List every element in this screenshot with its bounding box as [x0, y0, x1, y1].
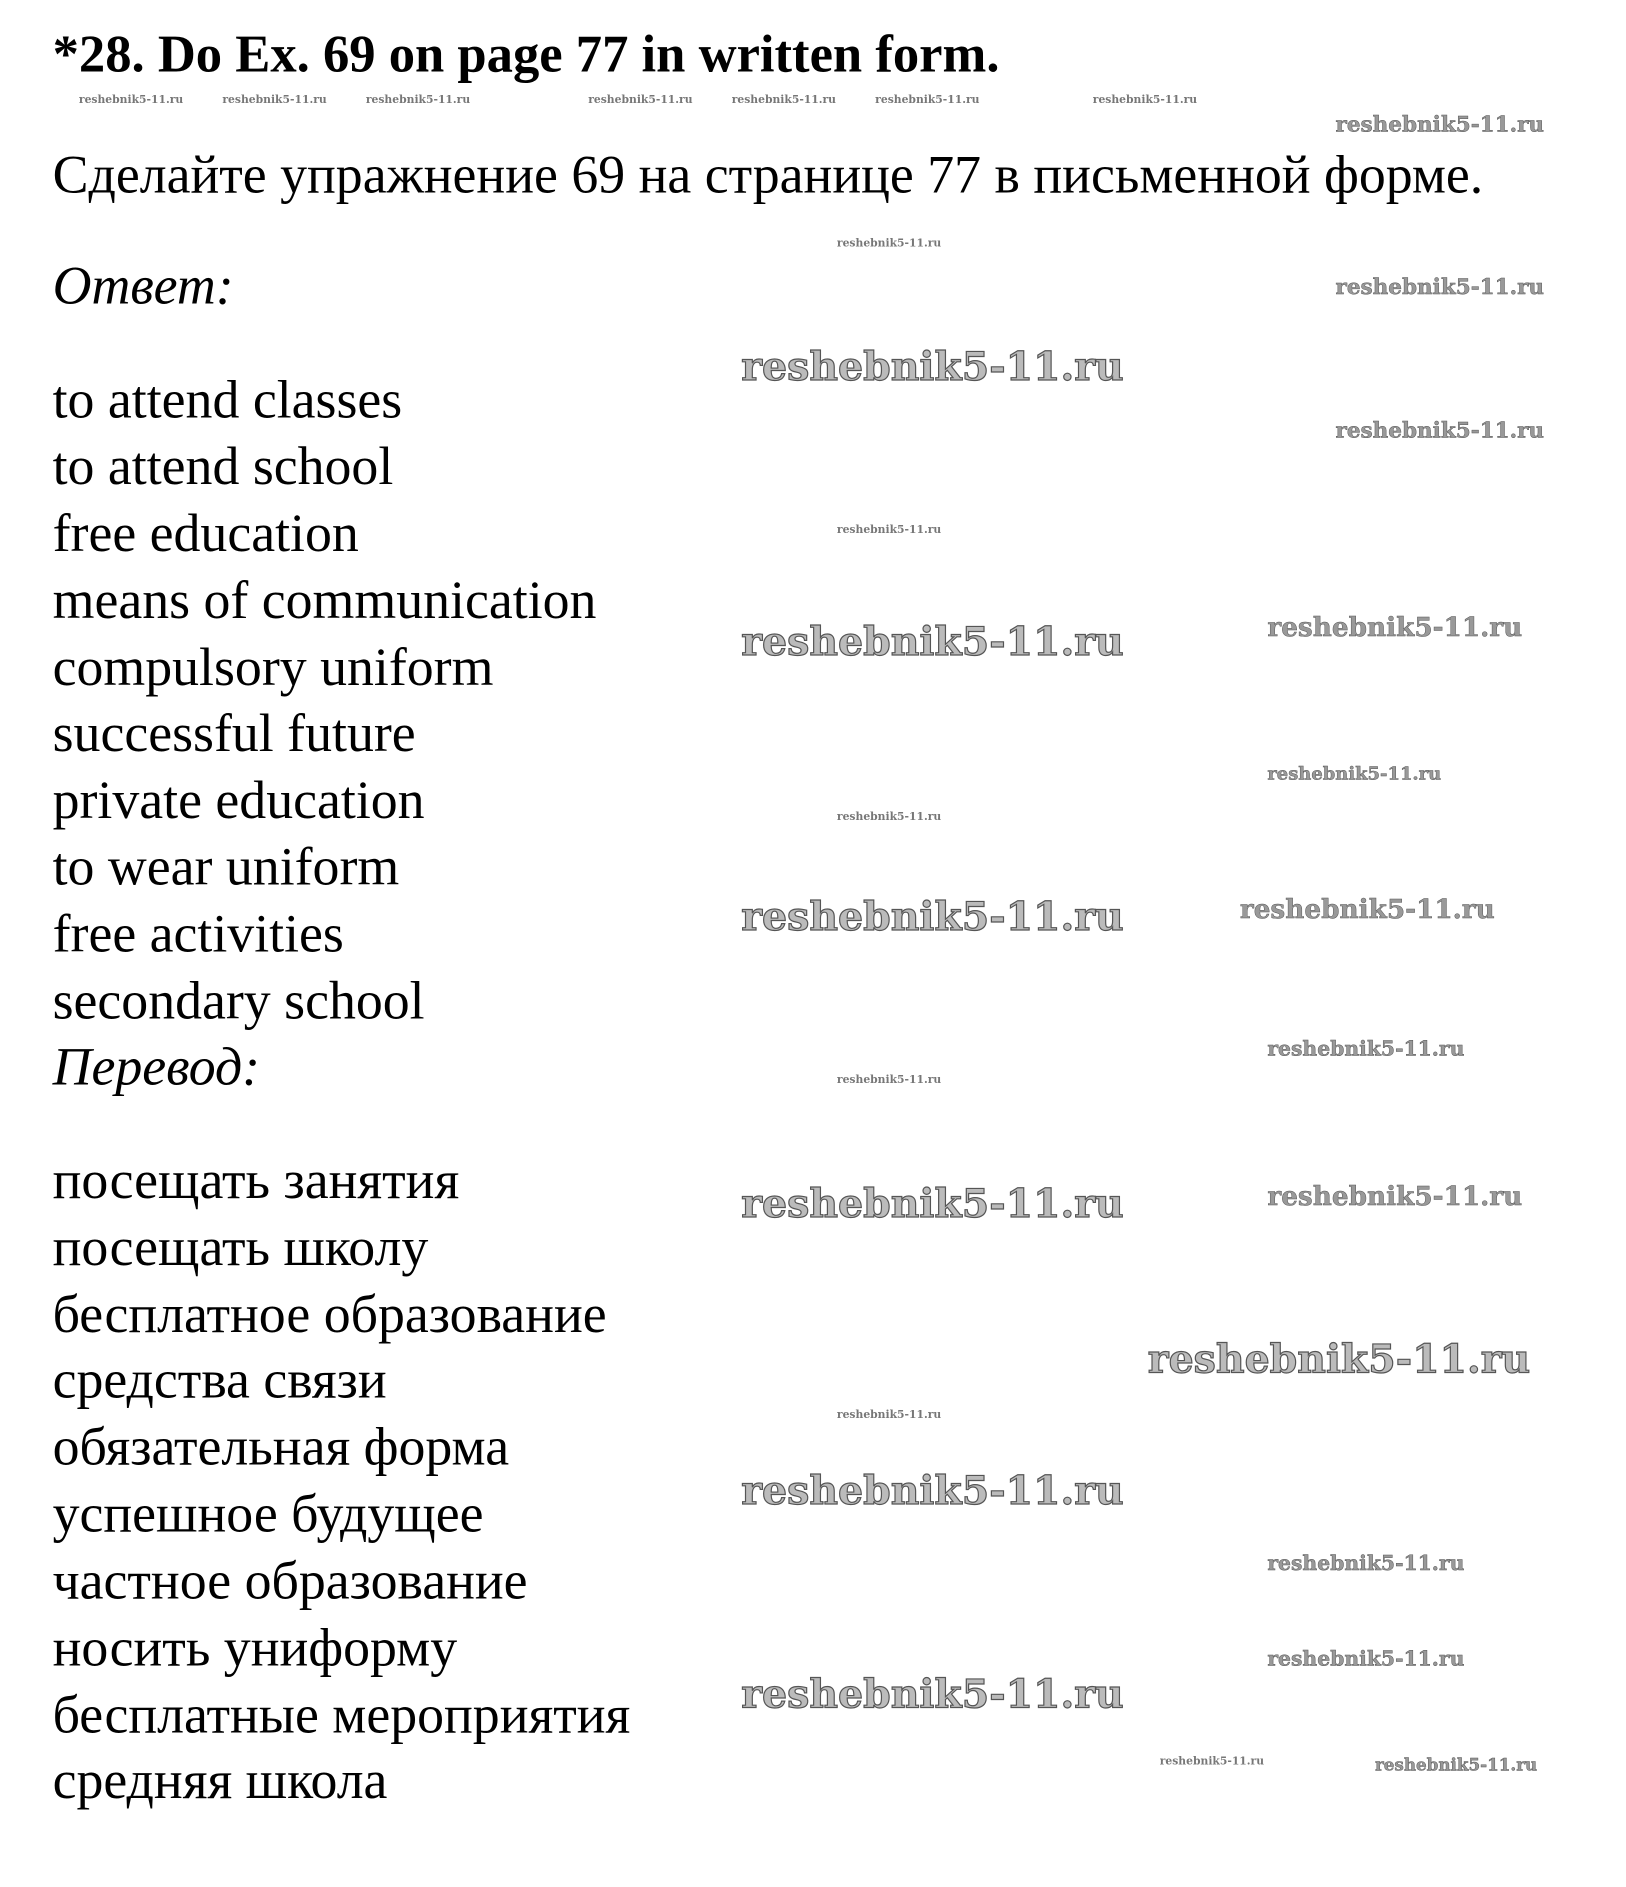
watermark: reshebnik5-11.ru: [836, 1074, 942, 1087]
watermark: reshebnik5-11.ru: [741, 893, 1124, 940]
answer-item: free activities: [52, 903, 344, 964]
watermark: reshebnik5-11.ru: [741, 1180, 1124, 1227]
translation-item: обязательная форма: [52, 1416, 510, 1477]
watermark: reshebnik5-11.ru: [222, 94, 327, 107]
answer-item: free education: [52, 503, 359, 564]
watermark: reshebnik5-11.ru: [741, 618, 1124, 665]
watermark: reshebnik5-11.ru: [78, 94, 184, 107]
translation-item: средства связи: [52, 1349, 387, 1410]
watermark: reshebnik5-11.ru: [1335, 274, 1545, 301]
watermark: reshebnik5-11.ru: [1335, 112, 1545, 138]
watermark: reshebnik5-11.ru: [1092, 94, 1198, 107]
translation-label: Перевод:: [52, 1036, 261, 1097]
answer-item: compulsory uniform: [52, 637, 494, 698]
watermark: reshebnik5-11.ru: [1335, 418, 1545, 444]
translation-item: частное образование: [52, 1550, 528, 1611]
watermark: reshebnik5-11.ru: [741, 1670, 1124, 1717]
watermark: reshebnik5-11.ru: [836, 524, 942, 537]
watermark: reshebnik5-11.ru: [1374, 1756, 1538, 1776]
answer-item: private education: [52, 769, 425, 830]
answer-label: Ответ:: [52, 255, 234, 316]
watermark: reshebnik5-11.ru: [731, 94, 837, 107]
translation-item: средняя школа: [52, 1750, 388, 1811]
watermark: reshebnik5-11.ru: [1267, 1181, 1523, 1213]
watermark: reshebnik5-11.ru: [1239, 894, 1495, 926]
watermark: reshebnik5-11.ru: [1267, 1551, 1465, 1576]
answer-item: successful future: [52, 703, 416, 763]
watermark: reshebnik5-11.ru: [875, 94, 980, 107]
watermark: reshebnik5-11.ru: [741, 1467, 1124, 1514]
instruction-text: Сделайте упражнение 69 на странице 77 в письменной форме.: [52, 144, 1484, 205]
watermark: reshebnik5-11.ru: [1159, 1756, 1265, 1769]
watermark: reshebnik5-11.ru: [836, 237, 942, 250]
watermark: reshebnik5-11.ru: [365, 94, 471, 107]
translation-item: посещать школу: [52, 1217, 429, 1277]
answer-item: secondary school: [52, 970, 425, 1031]
translation-item: бесплатное образование: [52, 1284, 607, 1344]
answer-item: means of communication: [52, 570, 597, 631]
watermark: reshebnik5-11.ru: [1267, 1037, 1465, 1062]
answer-item: to wear uniform: [52, 836, 400, 897]
watermark: reshebnik5-11.ru: [1267, 762, 1442, 785]
exercise-title: *28. Do Ex. 69 on page 77 in written form.: [52, 25, 1000, 84]
watermark: reshebnik5-11.ru: [1147, 1335, 1531, 1383]
watermark: reshebnik5-11.ru: [1267, 612, 1523, 644]
translation-item: бесплатные мероприятия: [52, 1684, 631, 1745]
translation-item: успешное будущее: [52, 1483, 484, 1544]
watermark: reshebnik5-11.ru: [588, 94, 693, 107]
watermark: reshebnik5-11.ru: [1267, 1647, 1465, 1672]
watermark: reshebnik5-11.ru: [836, 811, 942, 824]
translation-item: носить униформу: [52, 1617, 458, 1678]
translation-item: посещать занятия: [52, 1150, 460, 1210]
answer-item: to attend classes: [52, 369, 403, 430]
watermark: reshebnik5-11.ru: [741, 343, 1124, 390]
answer-item: to attend school: [52, 436, 394, 497]
watermark: reshebnik5-11.ru: [836, 1409, 942, 1422]
